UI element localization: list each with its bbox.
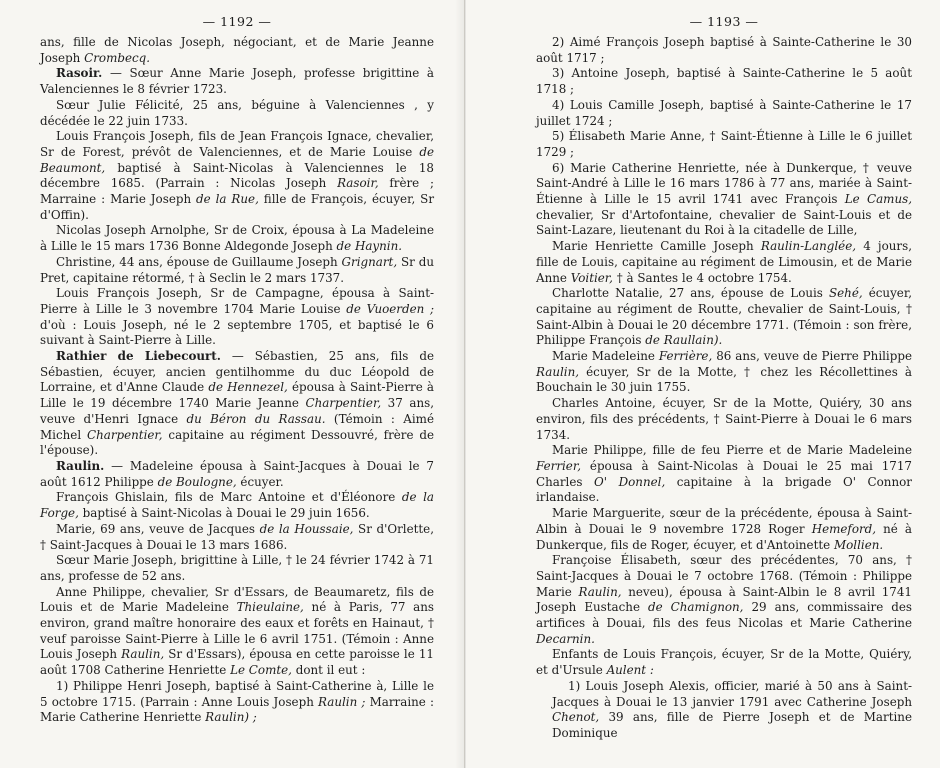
entry-paragraph: [536, 396, 912, 443]
family-heading: Rasoir.: [56, 66, 103, 81]
text-run: 37 ans, veuve d'Henri Ignace: [40, 396, 434, 426]
entry-paragraph: [536, 66, 912, 97]
surname-italic: Mollien.: [833, 537, 884, 552]
text-run: Sr du Pret, capitaine rétormé, † à Seclin le 2 mars 1737.: [40, 254, 434, 285]
surname-italic: Ferrière,: [658, 349, 713, 364]
surname-italic: de Raullain).: [645, 333, 723, 348]
text-run: capitaine au régiment Dessouvré, frère de l'épouse).: [40, 427, 434, 458]
family-heading: Rathier de Liebecourt.: [56, 349, 221, 364]
entry-paragraph: [536, 161, 912, 240]
text-run: Louis François Joseph, fils de Jean François Ignace, chevalier, Sr de Forest, prévôt de Valenciennes, et de Marie Louise: [40, 129, 434, 159]
entry-paragraph: [40, 490, 434, 521]
entry-paragraph: [536, 679, 912, 742]
surname-italic: de la Rue,: [196, 192, 259, 207]
text-run: 1) Philippe Henri Joseph, baptisé à Saint-Catherine à, Lille le 5 octobre 1715. (Parrain : Anne Louis Joseph: [40, 678, 434, 709]
text-run: capitaine à la brigade O' Connor irlandaise.: [536, 474, 912, 505]
text-run: baptisé à Saint-Nicolas à Valenciennes le 18 décembre 1685. (Parrain : Nicolas Joseph: [40, 160, 434, 191]
text-run: d'où : Louis Joseph, né le 2 septembre 1705, et baptisé le 6 suivant à Saint-Pierre à Lille.: [40, 317, 434, 348]
surname-italic: Crombecq.: [84, 50, 151, 65]
surname-italic: Raulin ;: [318, 694, 366, 709]
text-run: François Ghislain, fils de Marc Antoine et d'Éléonore: [56, 490, 402, 505]
text-run: Marie Madeleine: [552, 349, 659, 364]
entry-paragraph: [40, 223, 434, 254]
text-run: fille de François, écuyer, Sr d'Offin).: [40, 192, 434, 222]
entry-paragraph: [40, 286, 434, 349]
entry-paragraph: [40, 585, 434, 679]
surname-italic: Raulin,: [578, 584, 622, 599]
surname-italic: Hemeford,: [811, 521, 877, 536]
surname-italic: Aulent :: [606, 663, 654, 678]
text-run: — Sœur Anne Marie Joseph, professe brigittine à Valenciennes le 8 février 1723.: [40, 66, 434, 97]
entry-paragraph: [40, 459, 434, 490]
surname-italic: Grignart,: [341, 254, 398, 269]
text-run: né à Dunkerque, fils de Roger, écuyer, et d'Antoinette: [536, 521, 912, 552]
entry-paragraph: [40, 129, 434, 223]
text-run: 3) Antoine Joseph, baptisé à Sainte-Catherine le 5 août 1718 ;: [536, 66, 912, 97]
text-run: épousa à Saint-Pierre à Lille le 19 décembre 1740 Marie Jeanne: [40, 380, 434, 411]
entry-paragraph: [536, 286, 912, 349]
surname-italic: de Beaumont,: [40, 144, 434, 175]
surname-italic: de Vuoerden ;: [346, 301, 434, 316]
text-run: Marie Henriette Camille Joseph: [552, 239, 761, 254]
entry-paragraph: [40, 66, 434, 97]
text-run: Marraine : Marie Catherine Henriette: [40, 694, 434, 725]
text-run: frère ; Marraine : Marie Joseph: [40, 176, 434, 207]
text-run: 5) Élisabeth Marie Anne, † Saint-Étienne à Lille le 6 juillet 1729 ;: [536, 129, 912, 159]
entry-paragraph: [536, 443, 912, 506]
surname-italic: du Béron du Rassau.: [186, 411, 326, 426]
text-run: dont il eut :: [291, 663, 366, 678]
surname-italic: Le Comte,: [230, 663, 292, 678]
text-run: Marie Philippe, fille de feu Pierre et de Marie Madeleine: [552, 443, 912, 458]
entry-paragraph: [40, 522, 434, 553]
text-run: neveu), épousa à Saint-Albin le 8 avril 1741 Joseph Eustache: [536, 584, 912, 615]
entry-paragraph: [536, 35, 912, 66]
entry-paragraph: [536, 98, 912, 129]
right-page: [466, 0, 940, 768]
surname-italic: de Boulogne,: [157, 474, 237, 489]
surname-italic: Sehé,: [828, 286, 863, 301]
text-run: Françoise Élisabeth, sœur des précédentes, 70 ans, † Saint-Jacques à Douai le 7 octobre 1768. (Témoin : Philippe Marie: [536, 553, 912, 599]
surname-italic: Rasoir,: [337, 176, 379, 191]
surname-italic: Voitier,: [570, 270, 613, 285]
text-run: écuyer.: [236, 474, 284, 489]
text-run: 29 ans, commissaire des artifices à Douai, fils des feus Nicolas et Marie Catherine: [536, 600, 912, 631]
surname-italic: de Chamignon,: [648, 600, 744, 615]
entry-paragraph: [536, 239, 912, 286]
surname-italic: Le Camus,: [844, 192, 912, 207]
text-run: écuyer, Sr de la Motte, † chez les Récollettines à Bouchain le 30 juin 1755.: [536, 364, 912, 395]
surname-italic: Decarnin.: [536, 631, 595, 646]
surname-italic: Raulin-Langlée,: [760, 239, 857, 254]
entry-paragraph: [536, 129, 912, 160]
left-page-text: [40, 35, 434, 726]
page-number: — 1193 —: [689, 14, 759, 29]
text-run: Charlotte Natalie, 27 ans, épouse de Louis: [552, 286, 829, 301]
text-run: — Madeleine épousa à Saint-Jacques à Douai le 7 août 1612 Philippe: [40, 458, 434, 489]
text-run: † à Santes le 4 octobre 1754.: [612, 270, 792, 285]
surname-italic: de Hennezel,: [208, 380, 288, 395]
surname-italic: Chenot,: [552, 710, 600, 725]
text-run: Marie Marguerite, sœur de la précédente, épousa à Saint-Albin à Douai le 9 novembre 1728 Roger: [536, 506, 912, 536]
entry-paragraph: [40, 98, 434, 129]
entry-paragraph: [40, 553, 434, 584]
text-run: Sœur Marie Joseph, brigittine à Lille, † le 24 février 1742 à 71 ans, professe de 52 ans.: [40, 553, 434, 583]
entry-paragraph: [536, 349, 912, 396]
family-heading: Raulin.: [56, 458, 105, 473]
surname-italic: de la Forge,: [40, 490, 434, 521]
text-run: Christine, 44 ans, épouse de Guillaume Joseph: [56, 254, 342, 269]
text-run: écuyer, capitaine au régiment de Routte, chevalier de Saint-Louis, † Saint-Albin à Douai le 20 décembre 1771. (Témoin : son frère, Philippe François: [536, 286, 912, 348]
text-run: Sœur Julie Félicité, 25 ans, béguine à Valenciennes , y décédée le 22 juin 1733.: [40, 97, 434, 128]
surname-italic: Raulin) ;: [205, 710, 257, 725]
text-run: Charles Antoine, écuyer, Sr de la Motte, Quiéry, 30 ans environ, fils des précédents, † Saint-Pierre à Douai le 6 mars 1734.: [536, 396, 912, 442]
text-run: Louis François Joseph, Sr de Campagne, épousa à Saint-Pierre à Lille le 3 novembre 1704 Marie Louise: [40, 286, 434, 316]
text-run: 6) Marie Catherine Henriette, née à Dunkerque, † veuve Saint-André à Lille le 16 mars 1786 à 77 ans, mariée à Saint-Étienne à Lille le 15 avril 1741 avec François: [536, 160, 912, 207]
surname-italic: Thieulaine,: [236, 600, 304, 615]
entry-paragraph: [536, 553, 912, 647]
text-run: épousa à Saint-Nicolas à Douai le 25 mai 1717 Charles: [536, 458, 912, 489]
surname-italic: Raulin,: [536, 364, 580, 379]
text-run: né à Paris, 77 ans environ, grand maître honoraire des eaux et forêts en Hainaut, † veuf paroisse Saint-Pierre à Lille le 6 avril 1751. (Témoin : Anne Louis Joseph: [40, 600, 434, 662]
entry-paragraph: [536, 506, 912, 553]
surname-italic: Charpentier,: [305, 396, 382, 411]
text-run: Sr d'Essars), épousa en cette paroisse le 11 août 1708 Catherine Henriette: [40, 647, 434, 678]
entry-paragraph: [536, 647, 912, 678]
surname-italic: O' Donnel,: [594, 474, 666, 489]
text-run: — Sébastien, 25 ans, fils de Sébastien, écuyer, ancien gentilhomme du duc Léopold de Lorraine, et d'Anne Claude: [40, 349, 434, 395]
text-run: 86 ans, veuve de Pierre Philippe: [712, 349, 912, 364]
text-run: baptisé à Saint-Nicolas à Douai le 29 juin 1656.: [78, 506, 370, 521]
surname-italic: Charpentier,: [86, 427, 163, 442]
text-run: ans, fille de Nicolas Joseph, négociant, et de Marie Jeanne Joseph: [40, 35, 434, 65]
text-run: Anne Philippe, chevalier, Sr d'Essars, de Beaumaretz, fils de Louis et de Marie Madeleine: [40, 584, 434, 615]
text-run: 4 jours, fille de Louis, capitaine au régiment de Limousin, et de Marie Anne: [536, 239, 912, 285]
text-run: 39 ans, fille de Pierre Joseph et de Martine Dominique: [552, 710, 912, 740]
entry-paragraph: [40, 679, 434, 726]
text-run: Nicolas Joseph Arnolphe, Sr de Croix, épousa à La Madeleine à Lille le 15 mars 1736 Bonne Aldegonde Joseph: [40, 223, 434, 254]
text-run: Enfants de Louis François, écuyer, Sr de la Motte, Quiéry, et d'Ursule: [536, 647, 912, 678]
entry-paragraph: [40, 255, 434, 286]
text-run: Marie, 69 ans, veuve de Jacques: [56, 521, 260, 536]
surname-italic: Ferrier,: [536, 458, 582, 473]
entry-paragraph: [40, 35, 434, 66]
text-run: chevalier, Sr d'Artofontaine, chevalier de Saint-Louis et de Saint-Lazare, lieutenant du Roi à la citadelle de Lille,: [536, 207, 912, 238]
text-run: 4) Louis Camille Joseph, baptisé à Sainte-Catherine le 17 juillet 1724 ;: [536, 97, 912, 128]
surname-italic: Raulin,: [121, 647, 165, 662]
surname-italic: de Haynin.: [336, 239, 403, 254]
text-run: 1) Louis Joseph Alexis, officier, marié à 50 ans à Saint-Jacques à Douai le 13 janvier 1791 avec Catherine Joseph: [552, 678, 912, 709]
text-run: (Témoin : Aimé Michel: [40, 411, 434, 442]
surname-italic: de la Houssaie,: [259, 521, 354, 536]
text-run: 2) Aimé François Joseph baptisé à Sainte-Catherine le 30 août 1717 ;: [536, 35, 912, 65]
page-number: — 1192 —: [202, 14, 272, 29]
left-page: [0, 0, 465, 768]
text-run: Sr d'Orlette, † Saint-Jacques à Douai le 13 mars 1686.: [40, 521, 434, 552]
right-page-text: [536, 35, 912, 742]
entry-paragraph: [40, 349, 434, 459]
